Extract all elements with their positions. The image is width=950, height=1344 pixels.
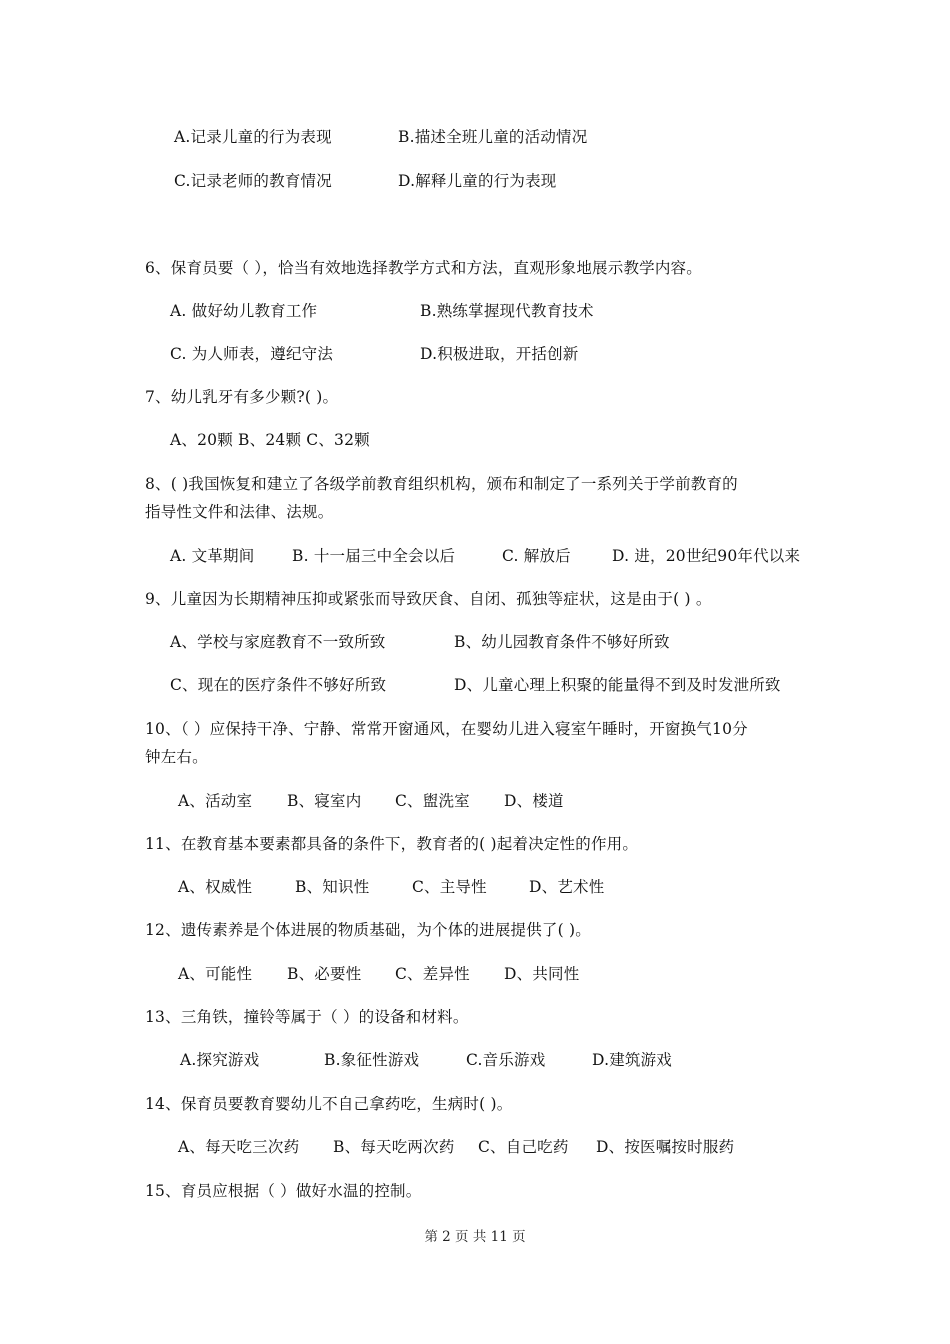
q8-stem-line-1: 8、( )我国恢复和建立了各级学前教育组织机构，颁布和制定了一系列关于学前教育的 (145, 475, 738, 493)
q14-stem: 14、保育员要教育婴幼儿不自己拿药吃，生病时( )。 (145, 1095, 513, 1113)
q9-option-a: A、学校与家庭教育不一致所致 (170, 633, 386, 651)
q13-option-d: D.建筑游戏 (592, 1051, 673, 1069)
q15-stem: 15、育员应根据（ ）做好水温的控制。 (145, 1182, 422, 1200)
q8-option-d: D. 进，20世纪90年代以来 (612, 547, 801, 565)
q13-option-b: B.象征性游戏 (324, 1051, 420, 1069)
q11-option-b: B、知识性 (295, 878, 370, 896)
q14-option-b: B、每天吃两次药 (333, 1138, 455, 1156)
q6-option-b: B.熟练掌握现代教育技术 (420, 302, 594, 320)
q14-option-a: A、每天吃三次药 (178, 1138, 300, 1156)
q7-options: A、20颗 B、24颗 C、32颗 (170, 431, 370, 449)
page-number-footer: 第 2 页 共 11 页 (424, 1229, 526, 1245)
q6-option-a: A. 做好幼儿教育工作 (170, 302, 318, 320)
q10-option-a: A、活动室 (178, 792, 253, 810)
q10-stem-line-2: 钟左右。 (145, 748, 208, 766)
q9-option-b: B、幼儿园教育条件不够好所致 (454, 633, 670, 651)
q8-option-a: A. 文革期间 (170, 547, 255, 565)
q8-option-b: B. 十一届三中全会以后 (292, 547, 456, 565)
q12-option-a: A、可能性 (178, 965, 253, 983)
q10-option-d: D、楼道 (504, 792, 564, 810)
q13-option-a: A.探究游戏 (180, 1051, 260, 1069)
q14-option-c: C、自己吃药 (478, 1138, 569, 1156)
q11-option-c: C、主导性 (412, 878, 487, 896)
q11-stem: 11、在教育基本要素都具备的条件下，教育者的( )起着决定性的作用。 (145, 835, 639, 853)
q13-option-c: C.音乐游戏 (466, 1051, 546, 1069)
q5-option-b: B.描述全班儿童的活动情况 (398, 128, 588, 146)
q5-option-c: C.记录老师的教育情况 (174, 172, 332, 190)
q11-option-a: A、权威性 (178, 878, 253, 896)
q5-option-a: A.记录儿童的行为表现 (174, 128, 332, 146)
q14-option-d: D、按医嘱按时服药 (596, 1138, 735, 1156)
q11-option-d: D、艺术性 (529, 878, 605, 896)
q6-option-c: C. 为人师表，遵纪守法 (170, 345, 334, 363)
q12-option-c: C、差异性 (395, 965, 470, 983)
q9-option-d: D、儿童心理上积聚的能量得不到及时发泄所致 (454, 676, 781, 694)
q13-stem: 13、三角铁，撞铃等属于（ ）的设备和材料。 (145, 1008, 469, 1026)
q10-option-b: B、寝室内 (287, 792, 362, 810)
q9-stem: 9、儿童因为长期精神压抑或紧张而导致厌食、自闭、孤独等症状，这是由于( ) 。 (145, 590, 712, 608)
q8-option-c: C. 解放后 (502, 547, 571, 565)
q10-option-c: C、盥洗室 (395, 792, 470, 810)
q5-option-d: D.解释儿童的行为表现 (398, 172, 557, 190)
q6-stem: 6、保育员要（ ），恰当有效地选择教学方式和方法，直观形象地展示教学内容。 (145, 259, 702, 277)
q7-stem: 7、幼儿乳牙有多少颗?( )。 (145, 388, 339, 406)
q12-option-d: D、共同性 (504, 965, 580, 983)
q12-stem: 12、遗传素养是个体进展的物质基础，为个体的进展提供了( )。 (145, 921, 591, 939)
q9-option-c: C、现在的医疗条件不够好所致 (170, 676, 387, 694)
q6-option-d: D.积极进取，开括创新 (420, 345, 579, 363)
q12-option-b: B、必要性 (287, 965, 362, 983)
q10-stem-line-1: 10、（ ）应保持干净、宁静、常常开窗通风，在婴幼儿进入寝室午睡时，开窗换气10分 (145, 720, 748, 738)
q8-stem-line-2: 指导性文件和法律、法规。 (145, 503, 334, 521)
